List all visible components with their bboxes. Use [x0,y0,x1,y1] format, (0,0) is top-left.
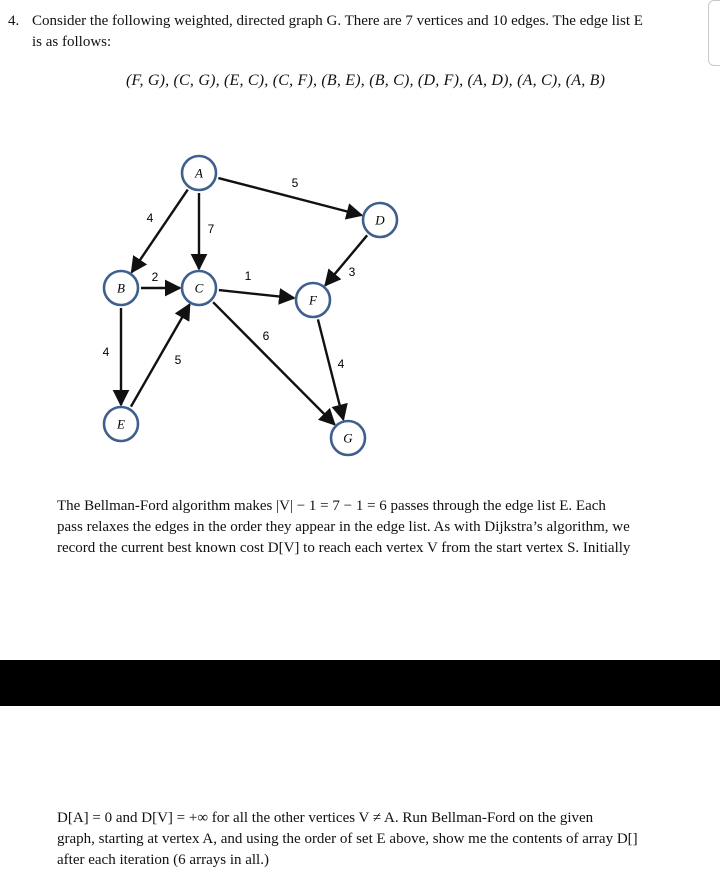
edge-weight-a-d: 5 [291,176,299,190]
edge-list: (F, G), (C, G), (E, C), (C, F), (B, E), (B, C), (D, F), (A, D), (A, C), (A, B) [126,72,606,89]
question-text-line-2: is as follows: [32,34,112,50]
edge-c-g [213,302,335,424]
edge-weight-a-c: 7 [207,222,215,236]
graph-diagram [0,140,720,460]
redaction-bar [0,660,720,706]
vertex-label-g: G [343,430,353,446]
vertex-label-d: D [375,212,385,228]
edge-a-b [132,190,188,273]
task-line-1: D[A] = 0 and D[V] = +∞ for all the other vertices V ≠ A. Run Bellman-Ford on the given [57,810,594,826]
edge-weight-a-b: 4 [146,211,154,225]
explanation-line-1: The Bellman-Ford algorithm makes |V| − 1 = 7 − 1 = 6 passes through the edge list E. Each [57,498,606,514]
task-line-2: graph, starting at vertex A, and using the order of set E above, show me the contents of array D[] [57,831,638,847]
edge-weight-f-g: 4 [337,357,345,371]
explanation-line-3: record the current best known cost D[V] to reach each vertex V from the start vertex S. Initially [57,540,631,556]
scrollbar-edge[interactable] [708,0,720,66]
edge-weight-c-g: 6 [262,329,270,343]
vertex-label-f: F [309,292,317,308]
edge-c-f [219,290,294,298]
question-text-line-1: Consider the following weighted, directed graph G. There are 7 vertices and 10 edges. The edge list E [32,13,643,29]
task-line-3: after each iteration (6 arrays in all.) [57,852,269,868]
edge-a-d [218,178,361,215]
question-number: 4. [8,13,20,29]
vertex-label-a: A [195,165,203,181]
edge-weight-b-c: 2 [151,270,159,284]
edge-weight-c-f: 1 [244,269,252,283]
edge-weight-d-f: 3 [348,265,356,279]
vertex-label-b: B [117,280,125,296]
edge-weight-b-e: 4 [102,345,110,359]
edge-weight-e-c: 5 [174,353,182,367]
edge-d-f [325,235,367,285]
vertex-label-c: C [194,280,204,296]
explanation-line-2: pass relaxes the edges in the order they appear in the edge list. As with Dijkstra’s algorithm, we [57,519,630,535]
vertex-label-e: E [117,416,125,432]
